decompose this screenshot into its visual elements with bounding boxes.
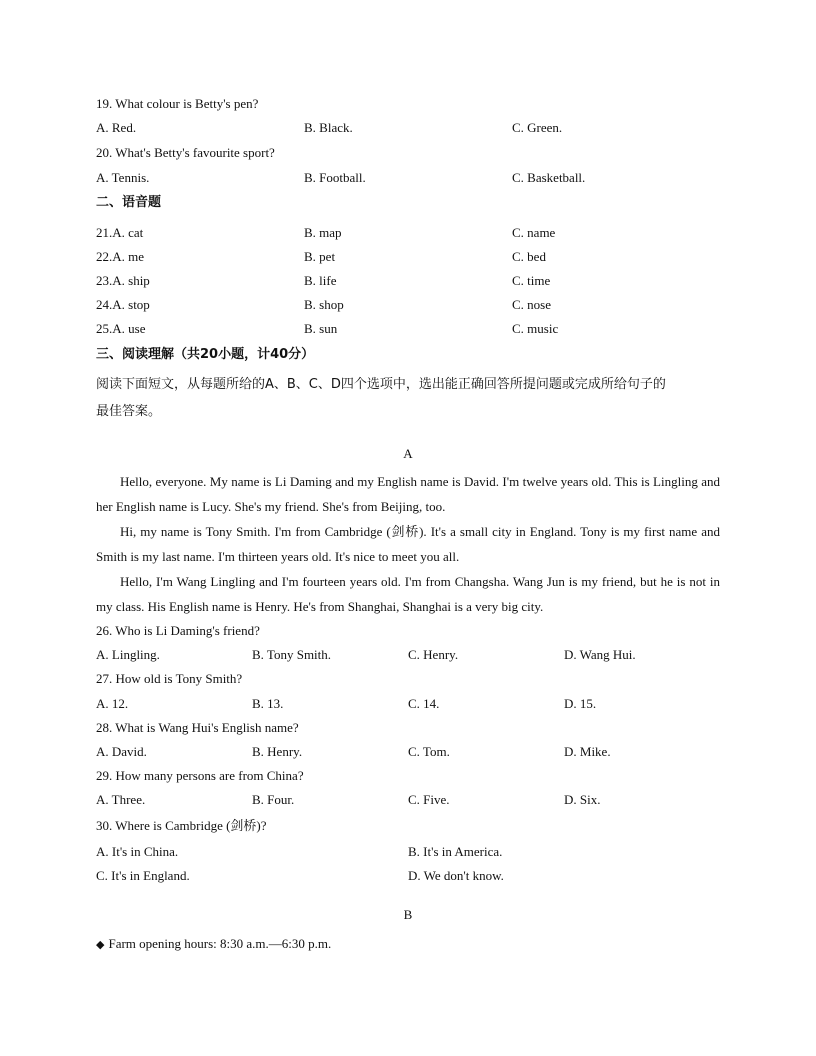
q28-option-c: C. Tom. xyxy=(408,744,450,759)
q30-option-c: C. It's in England. xyxy=(96,868,190,883)
passage-a-label: A xyxy=(403,446,413,461)
q27-option-b: B. 13. xyxy=(252,696,284,711)
phonics-24-b: B. shop xyxy=(304,297,344,312)
phonics-22-a: 22.A. me xyxy=(96,249,145,264)
section-3-title: 三、阅读理解（共20小题，计40分） xyxy=(96,347,315,362)
q26-option-c: C. Henry. xyxy=(408,647,459,662)
phonics-25-b: B. sun xyxy=(304,321,338,336)
phonics-22-c: C. bed xyxy=(512,249,546,264)
q26-option-b: B. Tony Smith. xyxy=(252,647,332,662)
farm-hours-text: Farm opening hours: 8:30 a.m.—6:30 p.m. xyxy=(108,936,332,951)
question-28: 28. What is Wang Hui's English name? xyxy=(96,720,299,735)
phonics-24-c: C. nose xyxy=(512,297,551,312)
q20-option-b: B. Football. xyxy=(304,170,366,185)
passage-a-paragraph-3: Hello, I'm Wang Lingling and I'm fourteen years old. I'm from Changsha. Wang Jun is my friend, but he is not in my class. His English name is Henry. He's from Shanghai, Shanghai is a very big city. xyxy=(96,574,720,614)
question-26: 26. Who is Li Daming's friend? xyxy=(96,623,260,638)
phonics-24-a: 24.A. stop xyxy=(96,297,150,312)
passage-a-paragraph-1: Hello, everyone. My name is Li Daming and my English name is David. I'm twelve years old. This is Lingling and her English name is Lucy. She's my friend. She's from Beijing, too. xyxy=(96,474,720,514)
phonics-23-c: C. time xyxy=(512,273,551,288)
q29-option-a: A. Three. xyxy=(96,792,146,807)
passage-b-label: B xyxy=(403,907,413,922)
q20-option-a: A. Tennis. xyxy=(96,170,150,185)
q26-option-a: A. Lingling. xyxy=(96,647,160,662)
phonics-21-a: 21.A. cat xyxy=(96,225,144,240)
section-2-title: 二、语音题 xyxy=(96,195,162,210)
phonics-21-b: B. map xyxy=(304,225,342,240)
question-27: 27. How old is Tony Smith? xyxy=(96,671,243,686)
q30-option-a: A. It's in China. xyxy=(96,844,179,859)
q29-option-c: C. Five. xyxy=(408,792,450,807)
question-20: 20. What's Betty's favourite sport? xyxy=(96,145,275,160)
q19-option-c: C. Green. xyxy=(512,120,563,135)
passage-a-paragraph-2: Hi, my name is Tony Smith. I'm from Cambridge (剑桥). It's a small city in England. Tony is my first name and Smith is my last name. I'm thirteen years old. It's nice to meet you all. xyxy=(96,524,720,564)
q27-option-a: A. 12. xyxy=(96,696,129,711)
q19-option-b: B. Black. xyxy=(304,120,353,135)
question-19: 19. What colour is Betty's pen? xyxy=(96,96,259,111)
q28-option-d: D. Mike. xyxy=(564,744,611,759)
phonics-25-a: 25.A. use xyxy=(96,321,146,336)
question-30: 30. Where is Cambridge (剑桥)? xyxy=(96,818,267,833)
q28-option-a: A. David. xyxy=(96,744,147,759)
phonics-23-a: 23.A. ship xyxy=(96,273,150,288)
question-29: 29. How many persons are from China? xyxy=(96,768,304,783)
q29-option-b: B. Four. xyxy=(252,792,295,807)
instructions-line-1: 阅读下面短文，从每题所给的A、B、C、D四个选项中，选出能正确回答所提问题或完成所给句子的 xyxy=(96,377,666,392)
diamond-bullet-icon: ◆ xyxy=(96,939,105,951)
q30-option-b: B. It's in America. xyxy=(408,844,503,859)
q19-option-a: A. Red. xyxy=(96,120,137,135)
farm-hours-line xyxy=(96,936,331,953)
q28-option-b: B. Henry. xyxy=(252,744,303,759)
phonics-23-b: B. life xyxy=(304,273,337,288)
q26-option-d: D. Wang Hui. xyxy=(564,647,636,662)
phonics-25-c: C. music xyxy=(512,321,559,336)
q27-option-c: C. 14. xyxy=(408,696,440,711)
q30-option-d: D. We don't know. xyxy=(408,868,504,883)
q29-option-d: D. Six. xyxy=(564,792,601,807)
phonics-22-b: B. pet xyxy=(304,249,336,264)
q27-option-d: D. 15. xyxy=(564,696,597,711)
phonics-21-c: C. name xyxy=(512,225,556,240)
instructions-line-2: 最佳答案。 xyxy=(96,404,162,419)
q20-option-c: C. Basketball. xyxy=(512,170,586,185)
